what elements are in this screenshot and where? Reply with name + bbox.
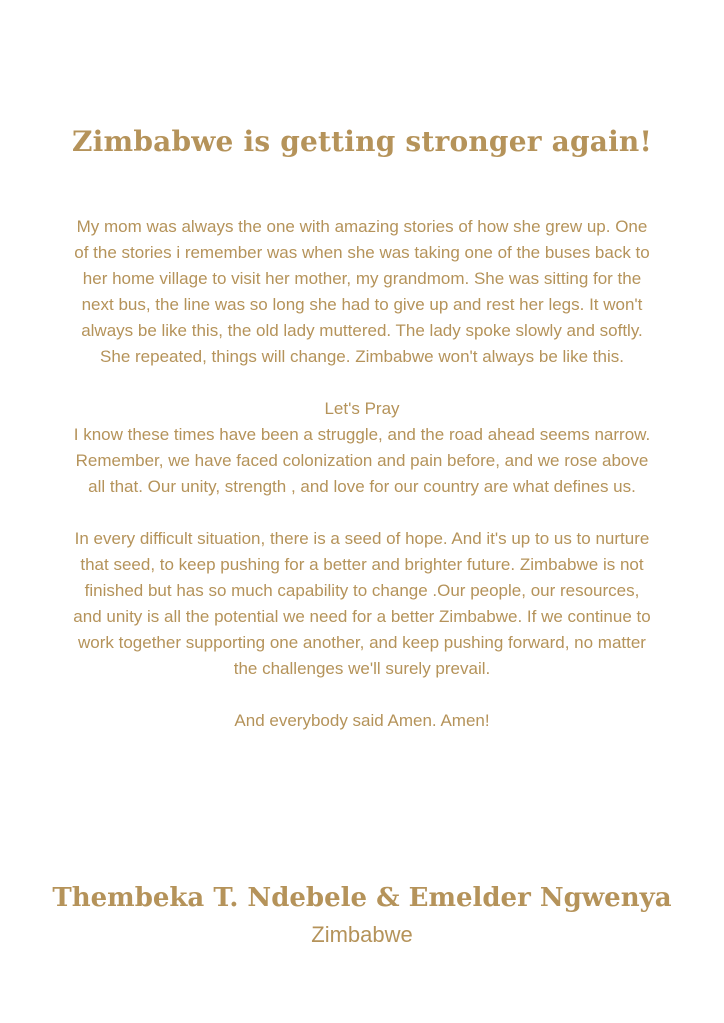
author-names: Thembeka T. Ndebele & Emelder Ngwenya bbox=[52, 883, 672, 913]
author-country: Zimbabwe bbox=[311, 922, 413, 947]
document-title: Zimbabwe is getting stronger again! bbox=[72, 125, 652, 158]
paragraph-hope: In every difficult situation, there is a seed of hope. And it's up to us to nurture that seed, to keep pushing for a better and brighter future. Zimbabwe is not finished but has so much capability to change .Our people, our resources, and unity is all the potential we need for a better Zimbabwe. If we continue to work together supporting one another, and keep pushing forward, no matter the challenges we'll surely prevail. bbox=[73, 529, 651, 678]
paragraph-prayer-heading: Let's Pray bbox=[324, 399, 400, 418]
paragraph-gap bbox=[70, 370, 654, 396]
paragraph-gap bbox=[70, 682, 654, 708]
paragraph-amen: And everybody said Amen. Amen! bbox=[234, 711, 490, 730]
paragraph-gap bbox=[70, 500, 654, 526]
paragraph-prayer: I know these times have been a struggle, and the road ahead seems narrow. Remember, we have faced colonization and pain before, and we rose above all that. Our unity, strength , and love for our country are what defines us. bbox=[73, 425, 651, 496]
paragraph-story: My mom was always the one with amazing stories of how she grew up. One of the stories i remember was when she was taking one of the buses back to her home village to visit her mother, my grandmom. She was sitting for the next bus, the line was so long she had to give up and rest her legs. It won't always be like this, the old lady muttered. The lady spoke slowly and softly. She repeated, things will change. Zimbabwe won't always be like this. bbox=[74, 217, 650, 366]
document-body bbox=[70, 214, 654, 734]
